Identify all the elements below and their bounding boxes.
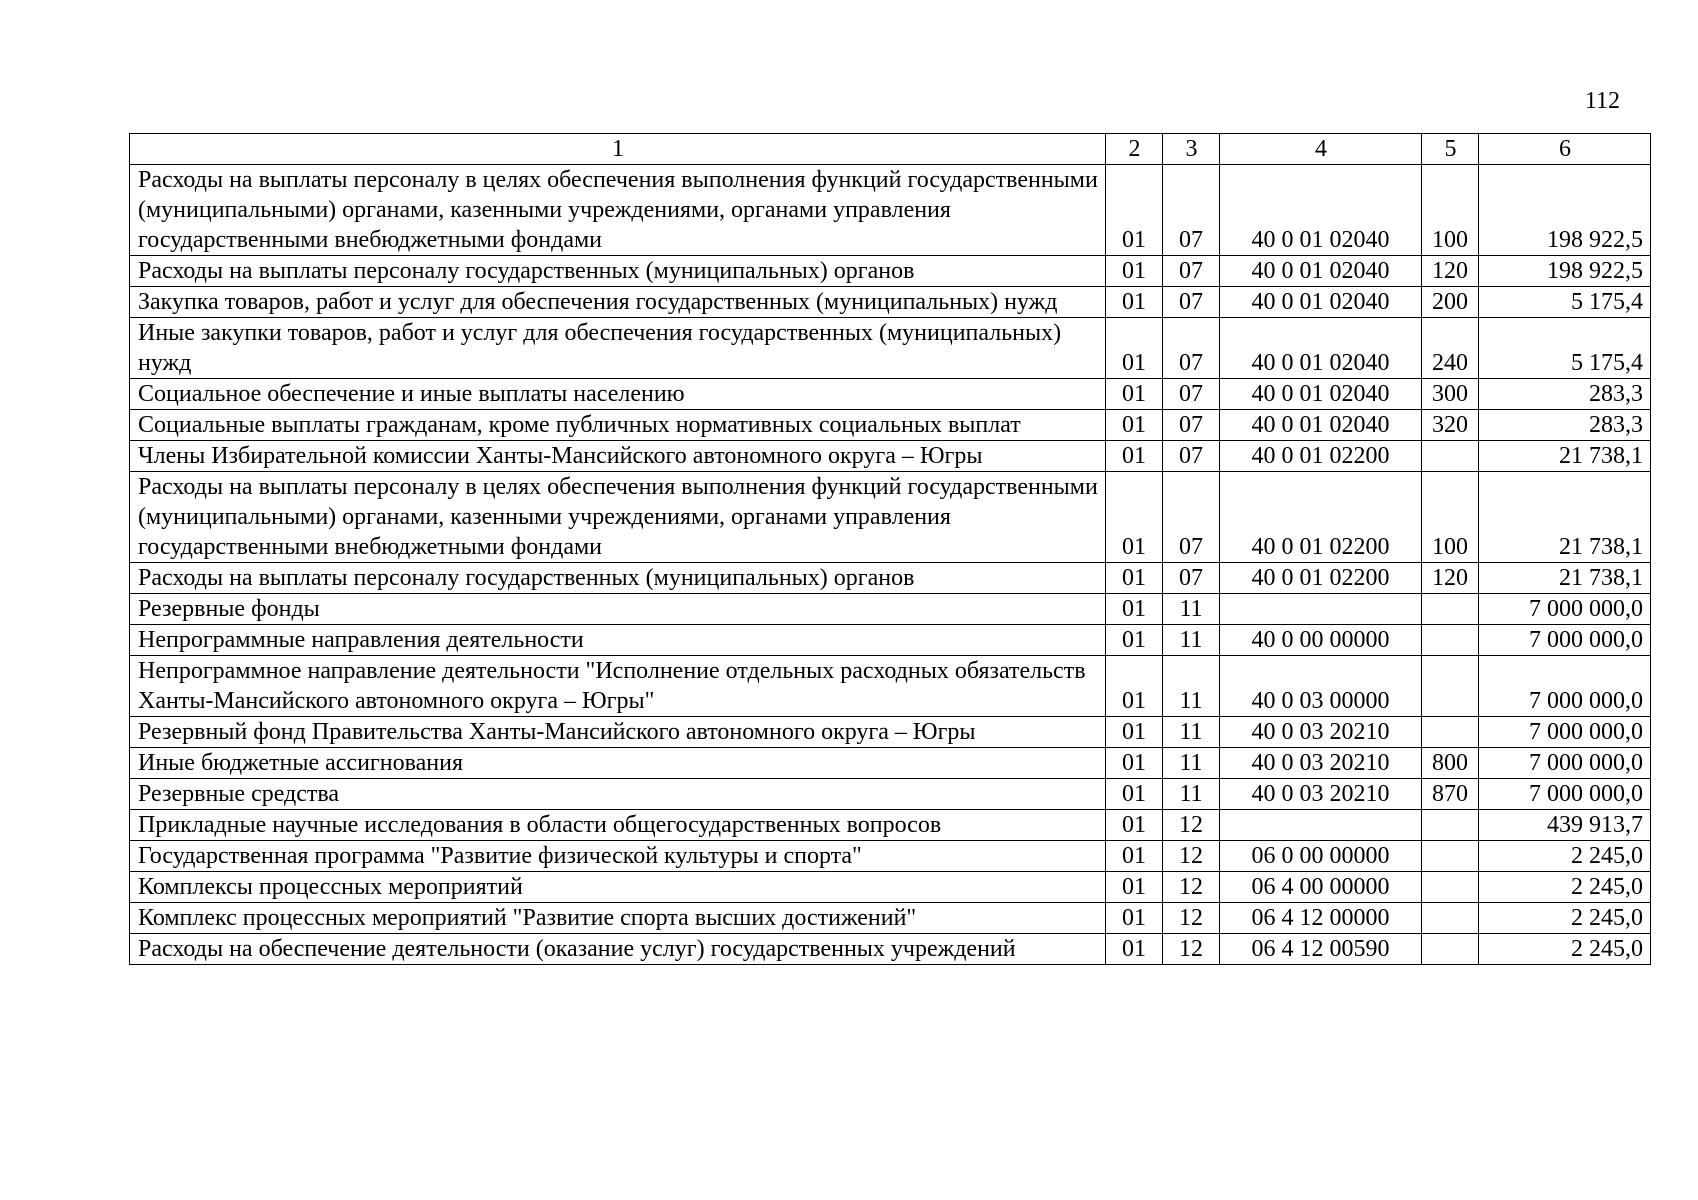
row-expense-type [1422,656,1479,717]
row-section: 01 [1106,441,1163,472]
row-name: Закупка товаров, работ и услуг для обеспечения государственных (муниципальных) нужд [130,287,1106,318]
row-target-article: 40 0 01 02200 [1220,441,1422,472]
row-subsection: 07 [1163,256,1220,287]
row-amount: 7 000 000,0 [1479,717,1651,748]
table-row [130,872,1651,903]
row-target-article: 06 4 12 00590 [1220,934,1422,965]
table-row [130,903,1651,934]
row-expense-type [1422,441,1479,472]
row-expense-type: 240 [1422,318,1479,379]
row-subsection: 11 [1163,625,1220,656]
row-target-article: 40 0 01 02040 [1220,165,1422,256]
row-section: 01 [1106,256,1163,287]
row-name: Члены Избирательной комиссии Ханты-Мансийского автономного округа – Югры [130,441,1106,472]
row-section: 01 [1106,563,1163,594]
row-target-article: 06 4 12 00000 [1220,903,1422,934]
row-subsection: 12 [1163,841,1220,872]
row-subsection: 07 [1163,472,1220,563]
row-subsection: 07 [1163,318,1220,379]
row-expense-type: 300 [1422,379,1479,410]
row-amount: 21 738,1 [1479,441,1651,472]
row-amount: 5 175,4 [1479,318,1651,379]
row-section: 01 [1106,872,1163,903]
row-amount: 2 245,0 [1479,903,1651,934]
table-row [130,841,1651,872]
row-name: Расходы на обеспечение деятельности (оказание услуг) государственных учреждений [130,934,1106,965]
row-subsection: 07 [1163,165,1220,256]
row-expense-type [1422,810,1479,841]
row-name: Иные закупки товаров, работ и услуг для обеспечения государственных (муниципальных) нужд [130,318,1106,379]
row-name: Расходы на выплаты персоналу в целях обеспечения выполнения функций государственными (муниципальными) органами, казенными учреждениями, органами управления государственными внебюджетными фондами [130,472,1106,563]
row-section: 01 [1106,625,1163,656]
row-subsection: 07 [1163,379,1220,410]
row-target-article: 40 0 01 02040 [1220,256,1422,287]
row-section: 01 [1106,318,1163,379]
table-row [130,594,1651,625]
header-col-3: 3 [1163,134,1220,165]
row-name: Непрограммное направление деятельности "Исполнение отдельных расходных обязательств Ханты-Мансийского автономного округа – Югры" [130,656,1106,717]
row-name: Расходы на выплаты персоналу государственных (муниципальных) органов [130,563,1106,594]
row-amount: 21 738,1 [1479,563,1651,594]
row-section: 01 [1106,717,1163,748]
row-name: Расходы на выплаты персоналу в целях обеспечения выполнения функций государственными (муниципальными) органами, казенными учреждениями, органами управления государственными внебюджетными фондами [130,165,1106,256]
row-amount: 7 000 000,0 [1479,594,1651,625]
row-target-article: 40 0 01 02040 [1220,379,1422,410]
row-expense-type: 870 [1422,779,1479,810]
row-target-article: 40 0 03 20210 [1220,779,1422,810]
row-amount: 2 245,0 [1479,934,1651,965]
table-row [130,472,1651,563]
row-amount: 21 738,1 [1479,472,1651,563]
row-section: 01 [1106,656,1163,717]
row-subsection: 07 [1163,287,1220,318]
row-section: 01 [1106,934,1163,965]
row-name: Расходы на выплаты персоналу государственных (муниципальных) органов [130,256,1106,287]
table-row [130,625,1651,656]
row-expense-type [1422,594,1479,625]
row-section: 01 [1106,410,1163,441]
row-name: Комплекс процессных мероприятий "Развитие спорта высших достижений" [130,903,1106,934]
row-section: 01 [1106,779,1163,810]
row-section: 01 [1106,379,1163,410]
header-col-5: 5 [1422,134,1479,165]
table-row [130,287,1651,318]
row-name: Государственная программа "Развитие физической культуры и спорта" [130,841,1106,872]
row-name: Социальное обеспечение и иные выплаты населению [130,379,1106,410]
row-target-article: 40 0 01 02040 [1220,287,1422,318]
row-section: 01 [1106,748,1163,779]
row-subsection: 11 [1163,779,1220,810]
row-amount: 439 913,7 [1479,810,1651,841]
row-section: 01 [1106,810,1163,841]
row-expense-type [1422,841,1479,872]
row-target-article: 40 0 01 02200 [1220,563,1422,594]
header-col-2: 2 [1106,134,1163,165]
row-subsection: 07 [1163,441,1220,472]
row-amount: 2 245,0 [1479,841,1651,872]
row-expense-type: 320 [1422,410,1479,441]
row-target-article: 40 0 01 02040 [1220,318,1422,379]
table-row [130,165,1651,256]
row-subsection: 07 [1163,410,1220,441]
table-row [130,748,1651,779]
row-subsection: 07 [1163,563,1220,594]
row-section: 01 [1106,903,1163,934]
row-amount: 7 000 000,0 [1479,625,1651,656]
table-row [130,318,1651,379]
row-target-article: 06 0 00 00000 [1220,841,1422,872]
row-amount: 7 000 000,0 [1479,779,1651,810]
row-amount: 2 245,0 [1479,872,1651,903]
row-name: Непрограммные направления деятельности [130,625,1106,656]
row-expense-type: 200 [1422,287,1479,318]
row-expense-type [1422,903,1479,934]
header-row [130,134,1651,165]
row-name: Прикладные научные исследования в области общегосударственных вопросов [130,810,1106,841]
row-subsection: 12 [1163,810,1220,841]
row-amount: 198 922,5 [1479,256,1651,287]
row-subsection: 11 [1163,656,1220,717]
row-expense-type [1422,625,1479,656]
page-number: 112 [1584,88,1620,114]
table-row [130,810,1651,841]
row-amount: 283,3 [1479,379,1651,410]
row-expense-type [1422,872,1479,903]
row-name: Иные бюджетные ассигнования [130,748,1106,779]
row-subsection: 12 [1163,934,1220,965]
row-expense-type: 800 [1422,748,1479,779]
row-target-article: 40 0 03 20210 [1220,717,1422,748]
header-col-1: 1 [130,134,1106,165]
row-target-article: 40 0 03 20210 [1220,748,1422,779]
row-section: 01 [1106,287,1163,318]
row-subsection: 12 [1163,872,1220,903]
row-amount: 283,3 [1479,410,1651,441]
row-amount: 7 000 000,0 [1479,656,1651,717]
row-section: 01 [1106,165,1163,256]
row-section: 01 [1106,841,1163,872]
table-row [130,563,1651,594]
row-expense-type: 100 [1422,165,1479,256]
row-amount: 7 000 000,0 [1479,748,1651,779]
row-amount: 5 175,4 [1479,287,1651,318]
row-name: Социальные выплаты гражданам, кроме публичных нормативных социальных выплат [130,410,1106,441]
row-subsection: 11 [1163,594,1220,625]
row-target-article: 40 0 01 02200 [1220,472,1422,563]
row-name: Резервные средства [130,779,1106,810]
row-target-article: 40 0 00 00000 [1220,625,1422,656]
table-row [130,656,1651,717]
budget-table [129,133,1651,965]
row-name: Резервные фонды [130,594,1106,625]
row-expense-type [1422,717,1479,748]
table-row [130,779,1651,810]
row-expense-type: 100 [1422,472,1479,563]
row-subsection: 11 [1163,717,1220,748]
table-row [130,934,1651,965]
header-col-4: 4 [1220,134,1422,165]
row-amount: 198 922,5 [1479,165,1651,256]
row-expense-type [1422,934,1479,965]
table-row [130,441,1651,472]
table-row [130,410,1651,441]
header-col-6: 6 [1479,134,1651,165]
table-body [130,165,1651,965]
table-row [130,379,1651,410]
row-name: Комплексы процессных мероприятий [130,872,1106,903]
row-expense-type: 120 [1422,256,1479,287]
row-section: 01 [1106,594,1163,625]
row-target-article [1220,594,1422,625]
row-section: 01 [1106,472,1163,563]
row-subsection: 12 [1163,903,1220,934]
row-subsection: 11 [1163,748,1220,779]
row-target-article: 06 4 00 00000 [1220,872,1422,903]
table-row [130,717,1651,748]
row-target-article: 40 0 01 02040 [1220,410,1422,441]
table-row [130,256,1651,287]
row-target-article: 40 0 03 00000 [1220,656,1422,717]
row-name: Резервный фонд Правительства Ханты-Мансийского автономного округа – Югры [130,717,1106,748]
row-expense-type: 120 [1422,563,1479,594]
row-target-article [1220,810,1422,841]
